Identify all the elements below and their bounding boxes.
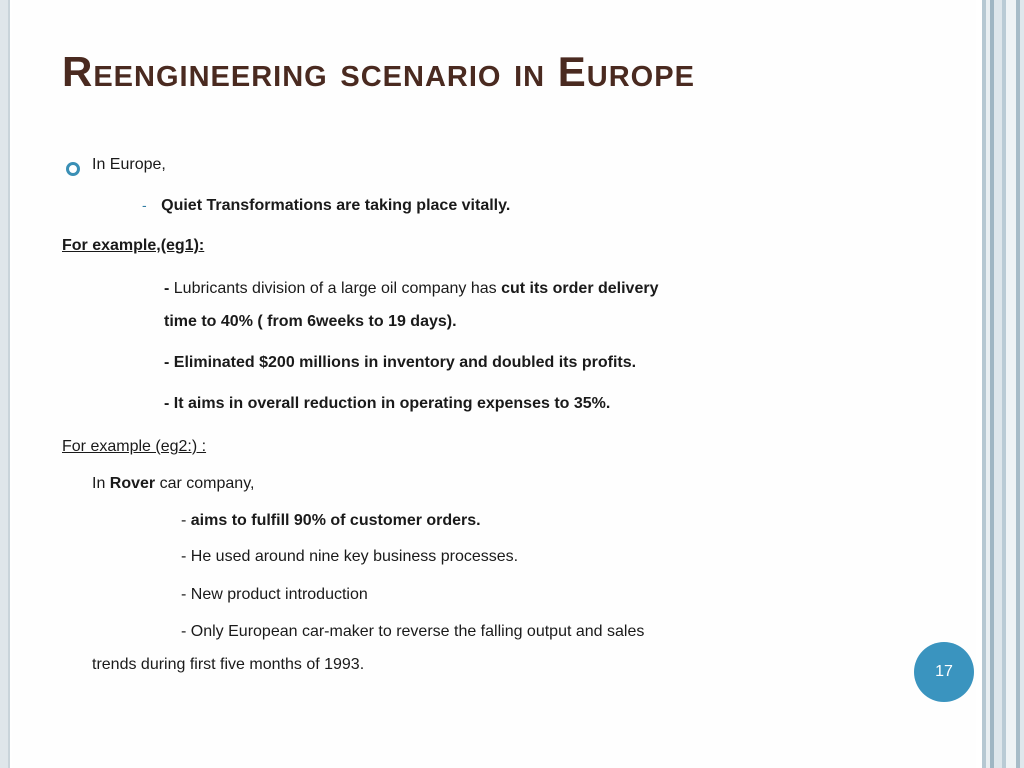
example2-intro-bold: Rover	[109, 475, 156, 492]
example2-item4-line1: - Only European car-maker to reverse the falling output and sales	[181, 623, 645, 640]
example2-item1	[181, 512, 481, 530]
bullet-icon	[66, 162, 80, 176]
example2-item2: - He used around nine key business processes.	[181, 548, 519, 565]
example1-item1-dash: -	[164, 280, 174, 297]
page-number-badge: 17	[914, 642, 974, 702]
example1-item3: - It aims in overall reduction in operating expenses to 35%.	[164, 395, 611, 412]
example2-intro	[92, 475, 254, 493]
example2-item1-bold: aims to fulfill 90% of customer orders.	[190, 512, 481, 529]
sub-point-text: Quiet Transformations are taking place vitally.	[161, 197, 511, 214]
example1-item1-bold: cut its order delivery	[501, 280, 659, 297]
slide-title: Reengineering scenario in Europe	[62, 48, 695, 95]
example2-item1-dash: -	[181, 512, 191, 529]
example2-intro-prefix: In	[92, 475, 110, 492]
example1-item1	[164, 280, 658, 298]
left-border-decoration	[0, 0, 12, 768]
right-stripe-decoration	[976, 0, 1024, 768]
example2-intro-suffix: car company,	[155, 475, 255, 492]
example1-heading: For example,(eg1):	[62, 237, 205, 254]
example1-item2: - Eliminated $200 millions in inventory and doubled its profits.	[164, 354, 637, 371]
bullet-intro: In Europe,	[92, 156, 166, 173]
example1-item1-line2: time to 40% ( from 6weeks to 19 days).	[164, 313, 457, 330]
sub-point-dash: -	[142, 197, 147, 213]
sub-point	[142, 197, 510, 215]
example2-item4-line2: trends during first five months of 1993.	[92, 656, 365, 673]
example2-item3: - New product introduction	[181, 586, 368, 603]
example1-item1-text: Lubricants division of a large oil company has	[173, 280, 502, 297]
example2-heading: For example (eg2:) :	[62, 438, 207, 455]
